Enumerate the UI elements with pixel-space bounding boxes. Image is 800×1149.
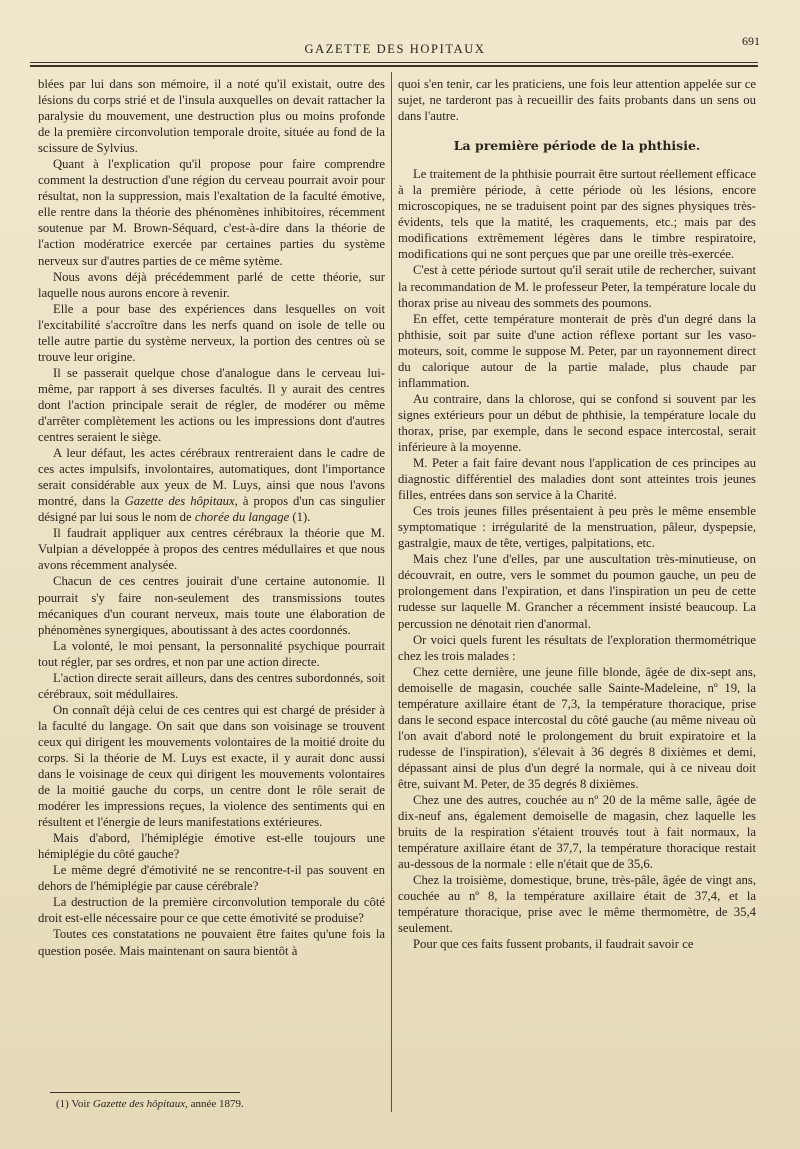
left-paragraph: On connaît déjà celui de ces centres qui est chargé de présider à la faculté du langage. On sait que dans son voisinage se trouvent ceux qui dirigent les mouvements volontaires de la moitié droite du corps. Si la théorie de M. Luys est exacte, il y aurait donc aussi dans le voisinage de ceux qui dirigent les mouvements volontaires de la moitié gauche du corps, un centre dont le rôle serait de modérer les impressions reçues, la violence des sentiments qui en résultent et l'énergie de leurs manifestations extérieures. xyxy=(38,702,385,830)
left-paragraph: Il faudrait appliquer aux centres cérébraux la théorie que M. Vulpian a développée à propos des centres médullaires et que nous avons récemment analysée. xyxy=(38,526,385,573)
footnote xyxy=(56,1098,244,1110)
right-paragraph: Chez une des autres, couchée au nº 20 de la même salle, âgée de dix-neuf ans, également demoiselle de magasin, chez laquelle les bruits de la respiration s'étaient trouvés tout à fait normaux, la température axillaire étant de 37,7, la température thoracique restait au-dessous de la normale : elle n'était que de 35,6. xyxy=(398,793,756,872)
left-paragraph: Mais d'abord, l'hémiplégie émotive est-elle toujours une hémiplégie du côté gauche? xyxy=(38,831,385,862)
right-paragraph: Au contraire, dans la chlorose, qui se confond si souvent par les signes extérieurs pour un début de phthisie, la température locale du thorax, prise, par exemple, dans le second espace intercostal, serait inférieure à la moyenne. xyxy=(398,391,756,454)
right-paragraph: Mais chez l'une d'elles, par une auscultation très-minutieuse, on découvrait, en outre, vers le sommet du poumon gauche, un peu de prolongement dans l'expiration, et dans l'inspiration un peu de cette rudesse sur laquelle M. Grancher a récemment insisté beaucoup. La percussion ne dénotait rien d'anormal. xyxy=(398,552,756,631)
left-paragraph: La destruction de la première circonvolution temporale du côté droit est-elle nécessaire pour ce que cette émotivité se produise? xyxy=(38,895,385,926)
right-paragraph: Pour que ces faits fussent probants, il faudrait savoir ce xyxy=(413,937,694,952)
footnote-ref: (1). xyxy=(289,510,311,525)
left-paragraph: Il se passerait quelque chose d'analogue dans le cerveau lui-même, par rapport à ses diverses facultés. Il y aurait des centres dont l'action principale serait de régler, de modérer ou même d'arrêter complètement les actions ou les impressions dont d'autres centres seraient le siège. xyxy=(38,365,385,445)
footnote-journal-italic: Gazette des hôpitaux xyxy=(92,1098,186,1110)
left-paragraph: blées par lui dans son mémoire, il a noté qu'il existait, outre des lésions du corps strié et de l'insula auxquelles on devait rattacher la paralysie du mouvement, une destruction plus ou moins profonde de la première circonvolution temporale droite, située au fond de la scissure de Sylvius. xyxy=(38,77,385,156)
right-paragraph: Le traitement de la phthisie pourrait être surtout réellement efficace à la première période, à cette période où les lésions, encore microscopiques, ne se traduisent point par des signes physiques très-évidents, tels que la matité, les craquements, etc.; mais par des modifications extrêmement légères dans le timbre respiratoire, modifications qui ne sont perçues que par une oreille très-exercée. xyxy=(398,167,756,262)
column-divider xyxy=(391,72,392,1112)
right-paragraph: Chez cette dernière, une jeune fille blonde, âgée de dix-sept ans, demoiselle de magasin, couchée salle Sainte-Madeleine, nº 19, la température axillaire étant de 7,3, la température thoracique, prise dans le second espace intercostal du côté gauche (au même niveau où l'on avait d'abord noté le prolongement du bruit expiratoire et la rudesse de l'inspiration), s'élevait à 36 degrés 8 dixièmes et demi, dépassant ainsi de plus d'un degré la normale, qui à ce niveau doit être, suivant M. Peter, de 35 degrés 8 dixièmes. xyxy=(398,664,756,791)
right-paragraph: Or voici quels furent les résultats de l'exploration thermométrique chez les trois malades : xyxy=(398,632,756,663)
footnote-suffix: , année 1879. xyxy=(185,1098,244,1110)
left-paragraph: Quant à l'explication qu'il propose pour faire comprendre comment la destruction d'une région du cerveau pourrait avoir pour résultat, non la suppression, mais l'exaltation de la faculté émotive, elle rentre dans la théorie des phénomènes inhibitoires, récemment soutenue par M. Brown-Séquard, c'est-à-dire dans la théorie de l'action modératrice exercée par certaines parties du système nerveux sur d'autres parties de ce même sytème. xyxy=(38,157,385,268)
header-rule-thin xyxy=(30,62,758,63)
term-italic: chorée du langage xyxy=(194,510,290,525)
running-title: GAZETTE DES HOPITAUX xyxy=(304,42,486,56)
left-paragraph: Nous avons déjà précédemment parlé de cette théorie, sur laquelle nous aurons encore à revenir. xyxy=(38,269,385,300)
left-paragraph: La volonté, le moi pensant, la personnalité psychique pourrait tout régler, par ses ordres, et non par une action directe. xyxy=(38,638,385,669)
left-paragraph-luys xyxy=(38,445,385,525)
right-paragraph: Chez la troisième, domestique, brune, très-pâle, âgée de vingt ans, couchée au nº 8, la température axillaire était de 37,4, et la température thoracique, prise avec le même thermomètre, de 35,4 seulement. xyxy=(398,873,756,936)
left-paragraph: Chacun de ces centres jouirait d'une certaine autonomie. Il pourrait s'y faire non-seulement des transmissions toutes mécaniques d'un courant nerveux, mais toute une élaboration de phénomènes synergiques, aboutissant à des actes coordonnés. xyxy=(38,574,385,637)
right-paragraph: Ces trois jeunes filles présentaient à peu près le même ensemble symptomatique : irrégularité de la menstruation, pâleur, dyspepsie, gastralgie, maux de tête, vertiges, palpitations, etc. xyxy=(398,504,756,551)
footnote-prefix: (1) Voir xyxy=(56,1098,93,1110)
left-column xyxy=(38,76,385,959)
footnote-rule xyxy=(50,1092,240,1093)
page-number: 691 xyxy=(742,34,760,48)
journal-title-italic: Gazette des hôpitaux xyxy=(124,494,235,509)
header-rule-thick xyxy=(30,65,758,67)
right-paragraph: En effet, cette température monterait de près d'un degré dans la phthisie, soit par suite d'une action réflexe portant sur les vaso-moteurs, soit, comme le suppose M. Peter, par un rayonnement direct du calorique autour de la partie malade, plus chaude par inflammation. xyxy=(398,311,756,390)
left-paragraph: Toutes ces constatations ne pouvaient être faites qu'une fois la question posée. Mais maintenant on saura bientôt à xyxy=(38,927,385,958)
left-paragraph: Elle a pour base des expériences dans lesquelles on voit l'excitabilité s'accroître dans les nerfs quand on isole de telle ou telle autre partie du système nerveux, la portion des centres où se trouve leur origine. xyxy=(38,301,385,364)
section-title: La première période de la phthisie. xyxy=(453,138,701,154)
left-paragraph: Le même degré d'émotivité ne se rencontre-t-il pas souvent en dehors de l'hémiplégie par cause cérébrale? xyxy=(38,863,385,894)
left-paragraph: L'action directe serait ailleurs, dans des centres subordonnés, soit cérébraux, soit médullaires. xyxy=(38,670,385,701)
right-paragraph: C'est à cette période surtout qu'il serait utile de rechercher, suivant la recommandation de M. le professeur Peter, la température locale du thorax prise au niveau des sommets des poumons. xyxy=(398,263,756,310)
right-intro: quoi s'en tenir, car les praticiens, une fois leur attention appelée sur ce sujet, ne tarderont pas à recueillir des faits probants dans un sens ou dans l'autre. xyxy=(398,77,756,124)
right-paragraph: M. Peter a fait faire devant nous l'application de ces principes au diagnostic différentiel des maladies dont sont atteintes trois jeunes filles, entrées dans son service à la Charité. xyxy=(398,456,756,503)
right-column xyxy=(398,76,756,952)
text-run: A leur défaut, les actes cérébraux rentreraient dans le cadre de ces actes impulsifs, involontaires, automatiques, dont l'importance serait considérable aux yeux de M. Luys, ainsi que nous l'avons montré, dans la xyxy=(38,446,385,509)
text-run: , à propos d'un cas singulier désigné par lui sous le nom de xyxy=(38,494,385,525)
